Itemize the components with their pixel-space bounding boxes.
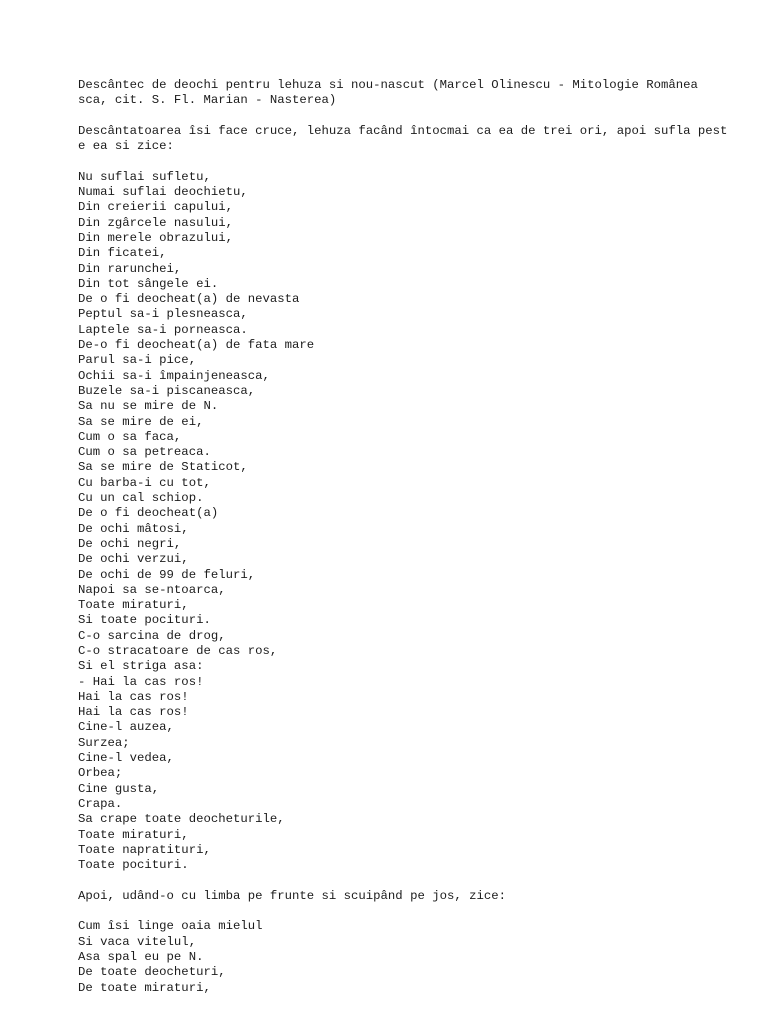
verse-line: Cum o sa petreaca.: [78, 445, 211, 460]
verse-line: Peptul sa-i plesneasca,: [78, 307, 248, 322]
verse-line: Toate pocituri.: [78, 858, 189, 873]
verse-line: Orbea;: [78, 766, 123, 781]
verse-line: Hai la cas ros!: [78, 689, 189, 704]
verse-line: Din merele obrazului,: [78, 230, 233, 245]
document-page: [78, 78, 758, 996]
verse-line: C-o sarcina de drog,: [78, 628, 226, 643]
verse-line: Si el striga asa:: [78, 659, 204, 674]
verse-line: Cu barba-i cu tot,: [78, 475, 211, 490]
verse-line: De ochi negri,: [78, 536, 182, 551]
verse-line: Cine-l vedea,: [78, 751, 174, 766]
verse-line: Toate miraturi,: [78, 827, 189, 842]
verse-line: Numai suflai deochietu,: [78, 185, 248, 200]
verse-line: Parul sa-i pice,: [78, 353, 197, 368]
intro-line: Descântatoarea îsi face cruce, lehuza facând întocmai ca ea de trei ori, apoi sufla pest: [78, 123, 728, 138]
verse-line: Din rarunchei,: [78, 261, 182, 276]
verse-line: De-o fi deocheat(a) de fata mare: [78, 338, 315, 353]
verse-line: - Hai la cas ros!: [78, 674, 204, 689]
blank-line: [78, 154, 758, 169]
verse-line: Si toate pocituri.: [78, 613, 211, 628]
document-title: [78, 78, 758, 109]
verse-line: Hai la cas ros!: [78, 705, 189, 720]
verse-line: Din ficatei,: [78, 246, 167, 261]
verse-line: Si vaca vitelul,: [78, 934, 197, 949]
verse-line: Sa crape toate deocheturile,: [78, 812, 285, 827]
verse-first: [78, 170, 758, 874]
verse-line: Asa spal eu pe N.: [78, 949, 204, 964]
verse-line: Cu un cal schiop.: [78, 491, 204, 506]
verse-line: Toate miraturi,: [78, 598, 189, 613]
blank-line: [78, 109, 758, 124]
verse-line: Laptele sa-i porneasca.: [78, 322, 248, 337]
blank-line: [78, 873, 758, 888]
verse-line: Din creierii capului,: [78, 200, 233, 215]
verse-line: Buzele sa-i piscaneasca,: [78, 383, 256, 398]
verse-line: Din zgârcele nasului,: [78, 215, 233, 230]
verse-line: Toate napratituri,: [78, 842, 211, 857]
verse-line: Cum o sa faca,: [78, 429, 182, 444]
title-line: sca, cit. S. Fl. Marian - Nasterea): [78, 93, 337, 108]
verse-line: C-o stracatoare de cas ros,: [78, 643, 278, 658]
verse-line: Sa se mire de ei,: [78, 414, 204, 429]
verse-line: Cine gusta,: [78, 781, 160, 796]
verse-line: De o fi deocheat(a): [78, 506, 219, 521]
title-line: Descântec de deochi pentru lehuza si nou-nascut (Marcel Olinescu - Mitologie Românea: [78, 78, 698, 92]
blank-line: [78, 904, 758, 919]
intro-paragraph: [78, 124, 758, 155]
verse-second: [78, 919, 758, 995]
verse-line: Surzea;: [78, 735, 130, 750]
verse-line: De toate miraturi,: [78, 980, 211, 995]
verse-line: De toate deocheturi,: [78, 965, 226, 980]
verse-line: Napoi sa se-ntoarca,: [78, 582, 226, 597]
verse-line: Crapa.: [78, 796, 123, 811]
verse-line: Ochii sa-i împainjeneasca,: [78, 368, 270, 383]
interlude-line: Apoi, udând-o cu limba pe frunte si scuipând pe jos, zice:: [78, 888, 507, 903]
intro-line: e ea si zice:: [78, 139, 174, 154]
verse-line: Sa se mire de Staticot,: [78, 460, 248, 475]
verse-line: Din tot sângele ei.: [78, 276, 219, 291]
verse-line: De ochi mâtosi,: [78, 521, 189, 536]
verse-line: De ochi de 99 de feluri,: [78, 567, 256, 582]
verse-line: Sa nu se mire de N.: [78, 399, 219, 414]
verse-line: De ochi verzui,: [78, 552, 189, 567]
verse-line: Cine-l auzea,: [78, 720, 174, 735]
verse-line: De o fi deocheat(a) de nevasta: [78, 292, 300, 307]
verse-line: Nu suflai sufletu,: [78, 169, 211, 184]
verse-line: Cum îsi linge oaia mielul: [78, 919, 263, 934]
